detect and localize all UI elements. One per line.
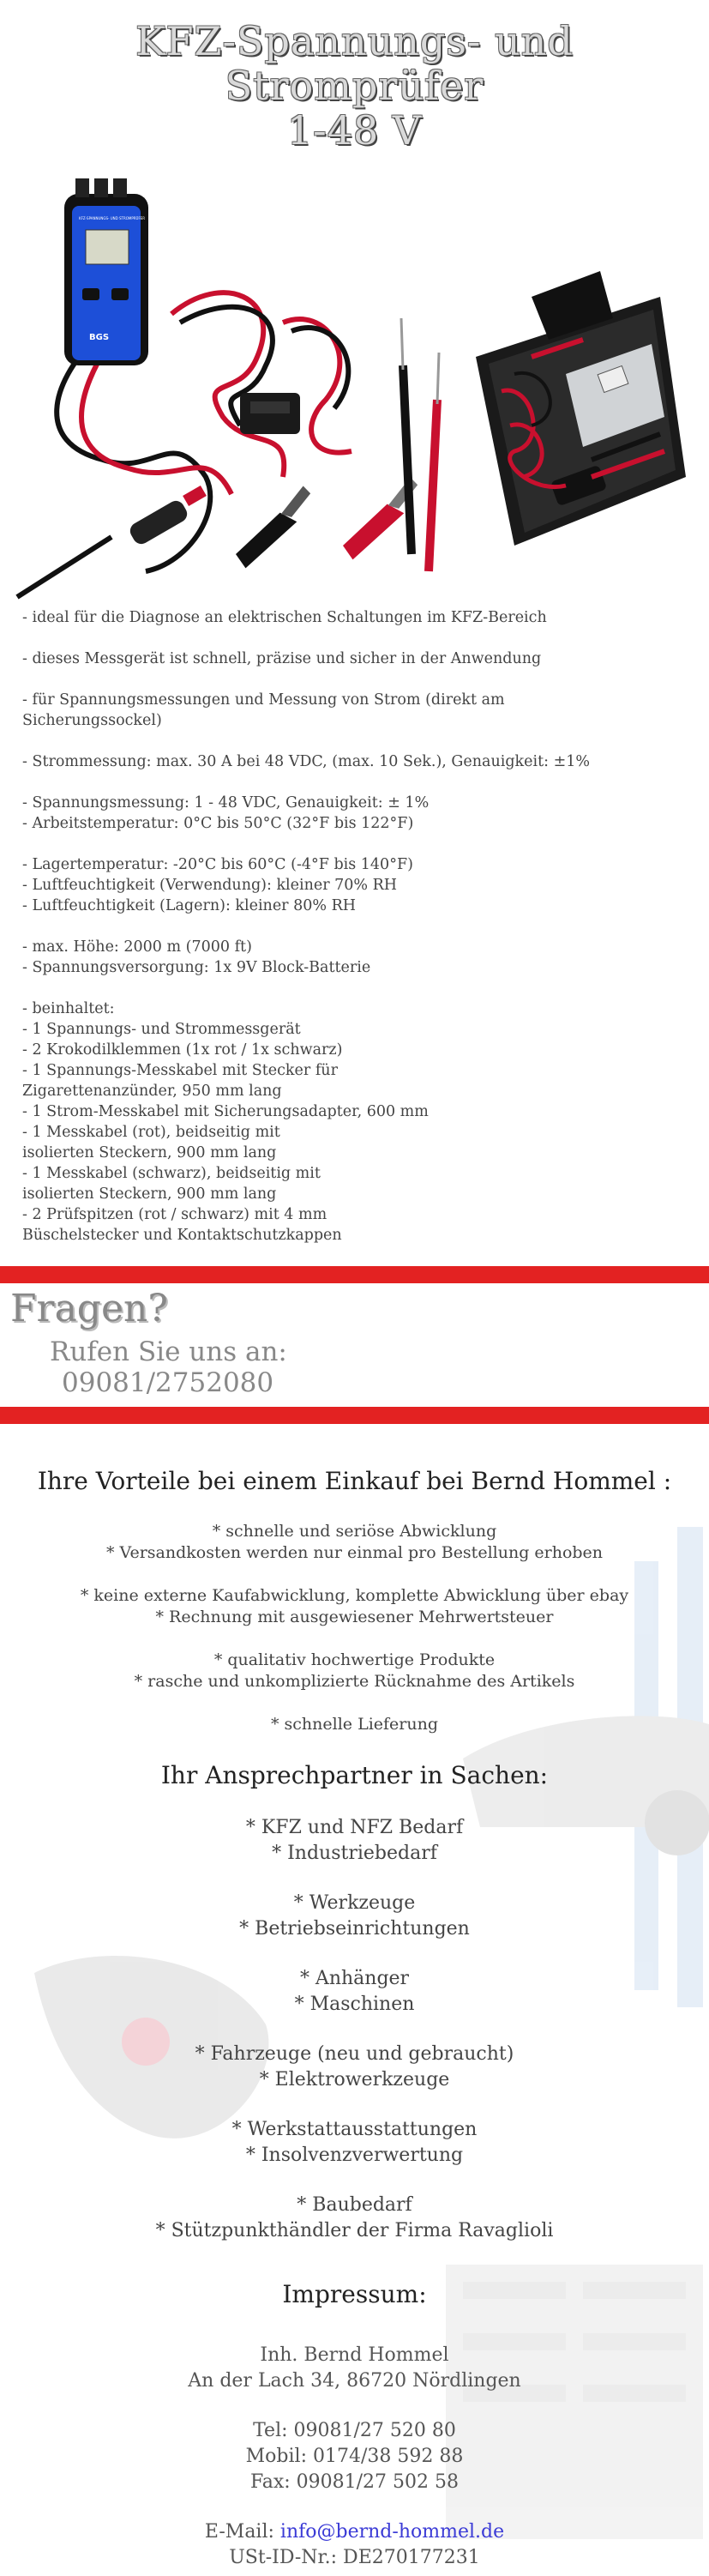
red-divider-bottom xyxy=(0,1407,709,1424)
impressum-fax: Fax: 09081/27 502 58 xyxy=(249,2471,460,2493)
list-item: * Elektrowerkzeuge xyxy=(259,2069,450,2090)
list-item: * KFZ und NFZ Bedarf xyxy=(245,1817,464,1838)
impressum-ustid: USt-ID-Nr.: DE270177231 xyxy=(229,2547,480,2568)
black-test-probe xyxy=(401,318,412,554)
list-item: * schnelle Lieferung xyxy=(270,1715,439,1734)
contact-banner xyxy=(0,1283,709,1398)
measuring-device xyxy=(64,178,148,365)
partner-heading: Ihr Ansprechpartner in Sachen: xyxy=(160,1761,549,1789)
list-item: * schnelle und seriöse Abwicklung xyxy=(212,1522,497,1541)
black-alligator-clip xyxy=(226,485,325,568)
device-label: KFZ-SPANNUNGS- UND STROMPRÜFER xyxy=(79,216,146,220)
cigarette-plug xyxy=(127,498,190,547)
impressum-heading: Impressum: xyxy=(282,2280,427,2308)
desc-paragraph: - Strommessung: max. 30 A bei 48 VDC, (max. 10 Sek.), Genauigkeit: ±1% xyxy=(22,753,591,770)
desc-paragraph: - ideal für die Diagnose an elektrischen Schaltungen im KFZ-Bereich xyxy=(22,609,547,626)
list-item: * rasche und unkomplizierte Rücknahme des Artikels xyxy=(134,1672,575,1691)
info-section xyxy=(0,1424,709,2573)
impressum-mobil: Mobil: 0174/38 592 88 xyxy=(245,2446,464,2467)
advantages-heading: Ihre Vorteile bei einem Einkauf bei Bernd Hommel : xyxy=(37,1467,672,1495)
carry-case xyxy=(476,271,686,546)
impressum xyxy=(0,2343,709,2571)
title-line-1: KFZ-Spannungs- und Stromprüfer xyxy=(135,18,574,109)
list-item: * Stützpunkthändler der Firma Ravaglioli xyxy=(155,2220,554,2241)
list-item: * Fahrzeuge (neu und gebraucht) xyxy=(195,2043,514,2065)
list-item: * Versandkosten werden nur einmal pro Bestellung erhoben xyxy=(105,1543,604,1562)
red-alligator-clip xyxy=(333,476,432,559)
red-test-probe xyxy=(429,353,439,571)
list-item: * Anhänger xyxy=(299,1968,410,1989)
impressum-owner: Inh. Bernd Hommel xyxy=(260,2344,449,2366)
desc-paragraph: - beinhaltet: - 1 Spannungs- und Strommessgerät - 2 Krokodilklemmen (1x rot / 1x schwarz) - 1 Spannungs-Messkabel mit Stecker für Zigarettenanzünder, 950 mm lang - 1 Strom-Messkabel mit Sicherungsadapter, 600 mm - 1 Messkabel (rot), beidseitig mit isolierten Steckern, 900 mm lang - 1 Messkabel (schwarz), beidseitig mit isolierten Steckern, 900 mm lang - 2 Prüfspitzen (rot / schwarz) mit 4 mm Büschelstecker und Kontaktschutzkappen xyxy=(22,1000,429,1244)
product-illustration xyxy=(0,168,709,607)
list-item: * Werkstattausstattungen xyxy=(231,2119,478,2140)
list-item: * Werkzeuge xyxy=(293,1892,416,1914)
email-link[interactable]: info@bernd-hommel.de xyxy=(279,2521,505,2543)
desc-paragraph: - dieses Messgerät ist schnell, präzise und sicher in der Anwendung xyxy=(22,650,542,667)
list-item: * Rechnung mit ausgewiesener Mehrwertsteuer xyxy=(155,1608,554,1626)
contact-subline: Rufen Sie uns an: xyxy=(50,1336,287,1367)
contact-phone: 09081/2752080 xyxy=(62,1367,274,1398)
list-item: * keine externe Kaufabwicklung, komplette Abwicklung über ebay xyxy=(80,1586,629,1605)
red-divider-top xyxy=(0,1266,709,1283)
desc-paragraph: - für Spannungsmessungen und Messung von Strom (direkt am Sicherungssockel) xyxy=(22,691,505,729)
list-item: * Maschinen xyxy=(294,1994,415,2015)
page-title xyxy=(0,0,709,153)
list-item: * Insolvenzverwertung xyxy=(245,2145,464,2166)
device-brand: BGS xyxy=(89,333,110,342)
product-description xyxy=(0,607,709,1246)
list-item: * Baubedarf xyxy=(297,2194,412,2216)
contact-heading: Fragen? xyxy=(10,1287,168,1330)
title-line-2: 1-48 V xyxy=(286,107,423,154)
desc-paragraph: - max. Höhe: 2000 m (7000 ft) - Spannungsversorgung: 1x 9V Block-Batterie xyxy=(22,938,371,976)
advantages-list xyxy=(0,1521,709,1735)
impressum-address: An der Lach 34, 86720 Nördlingen xyxy=(188,2370,521,2392)
email-label: E-Mail: xyxy=(204,2521,280,2543)
impressum-tel: Tel: 09081/27 520 80 xyxy=(253,2420,456,2441)
desc-paragraph: - Lagertemperatur: -20°C bis 60°C (-4°F bis 140°F) - Luftfeuchtigkeit (Verwendung): kleiner 70% RH - Luftfeuchtigkeit (Lagern): kleiner 80% RH xyxy=(22,856,413,914)
desc-paragraph: - Spannungsmessung: 1 - 48 VDC, Genauigkeit: ± 1% - Arbeitstemperatur: 0°C bis 50°C (32°F bis 122°F) xyxy=(22,794,430,832)
list-item: * Industriebedarf xyxy=(272,1843,437,1864)
list-item: * Betriebseinrichtungen xyxy=(239,1918,470,1940)
partner-list xyxy=(0,1815,709,2244)
product-image xyxy=(0,168,709,607)
list-item: * qualitativ hochwertige Produkte xyxy=(213,1650,496,1669)
